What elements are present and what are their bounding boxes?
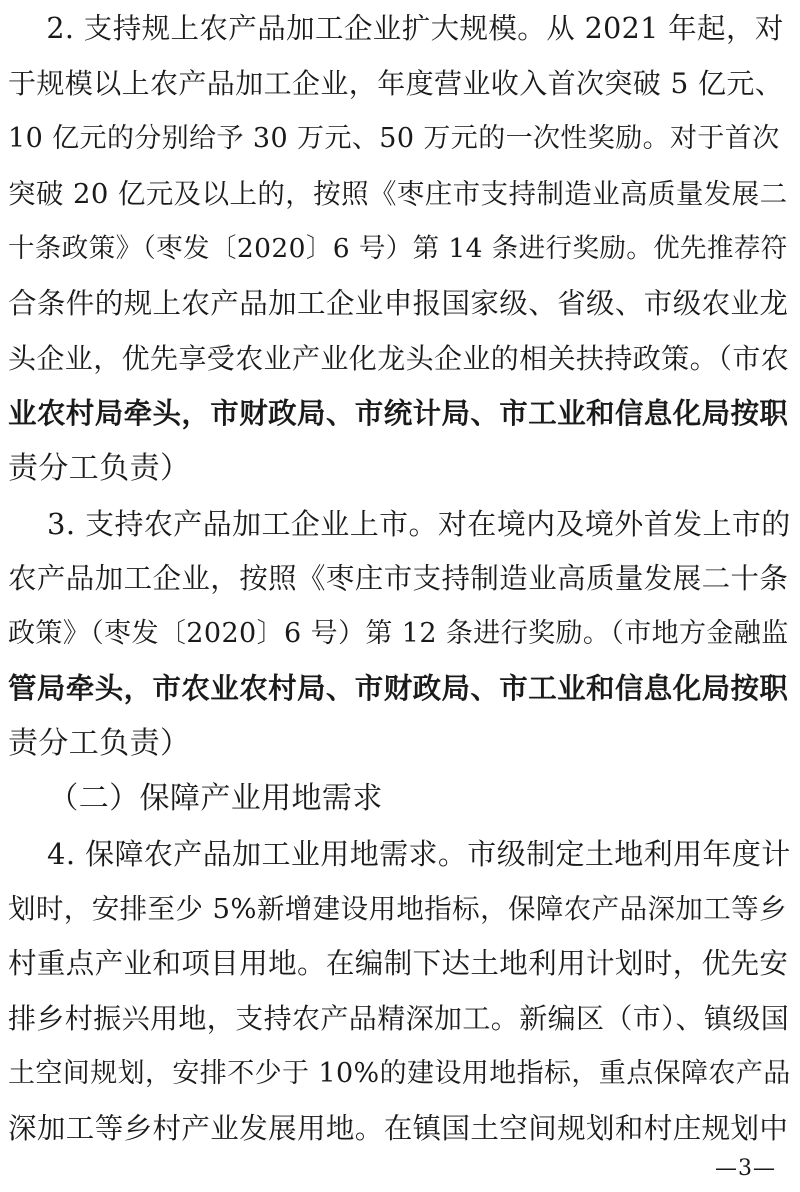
text-line: 2. 支持规上农产品加工企业扩大规模。从 2021 年起，对: [8, 12, 784, 45]
text-line: 责分工负责）: [8, 726, 191, 761]
text-line: 排乡村振兴用地，支持农产品精深加工。新编区（市）、镇级国: [8, 1002, 790, 1035]
text-line: 土空间规划，安排不少于 10%的建设用地指标，重点保障农产品: [8, 1058, 791, 1089]
text-line: 政策》（枣发〔2020〕6 号）第 12 条进行奖励。（市地方金融监: [8, 618, 789, 649]
text-line: 3. 支持农产品加工企业上市。对在境内及境外首发上市的: [8, 507, 791, 541]
text-line: 十条政策》（枣发〔2020〕6 号）第 14 条进行奖励。优先推荐符: [8, 233, 788, 264]
text-line: 责分工负责）: [8, 451, 191, 486]
text-line: 突破 20 亿元及以上的，按照《枣庄市支持制造业高质量发展二: [8, 178, 788, 210]
text-line: 深加工等乡村产业发展用地。在镇国土空间规划和村庄规划中: [8, 1112, 789, 1145]
text-line: 村重点产业和项目用地。在编制下达土地利用计划时，优先安: [8, 947, 789, 980]
text-line: 业农村局牵头，市财政局、市统计局、市工业和信息化局按职: [8, 397, 789, 430]
text-line: 管局牵头，市农业农村局、市财政局、市工业和信息化局按职: [8, 672, 789, 705]
section-heading: （二）保障产业用地需求: [8, 781, 383, 816]
text-line: 10 亿元的分别给予 30 万元、50 万元的一次性奖励。对于首次: [8, 123, 780, 154]
text-line: 划时，安排至少 5%新增建设用地指标，保障农产品深加工等乡: [8, 893, 787, 925]
text-line: 于规模以上农产品加工企业，年度营业收入首次突破 5 亿元、: [8, 67, 784, 100]
text-line: 合条件的规上农产品加工企业申报国家级、省级、市级农业龙: [8, 287, 789, 320]
page-number: —3—: [715, 1156, 776, 1181]
text-line: 4. 保障农产品加工业用地需求。市级制定土地利用年度计: [8, 837, 791, 871]
text-line: 头企业，优先享受农业产业化龙头企业的相关扶持政策。（市农: [8, 342, 790, 375]
text-line: 农产品加工企业，按照《枣庄市支持制造业高质量发展二十条: [8, 562, 789, 595]
